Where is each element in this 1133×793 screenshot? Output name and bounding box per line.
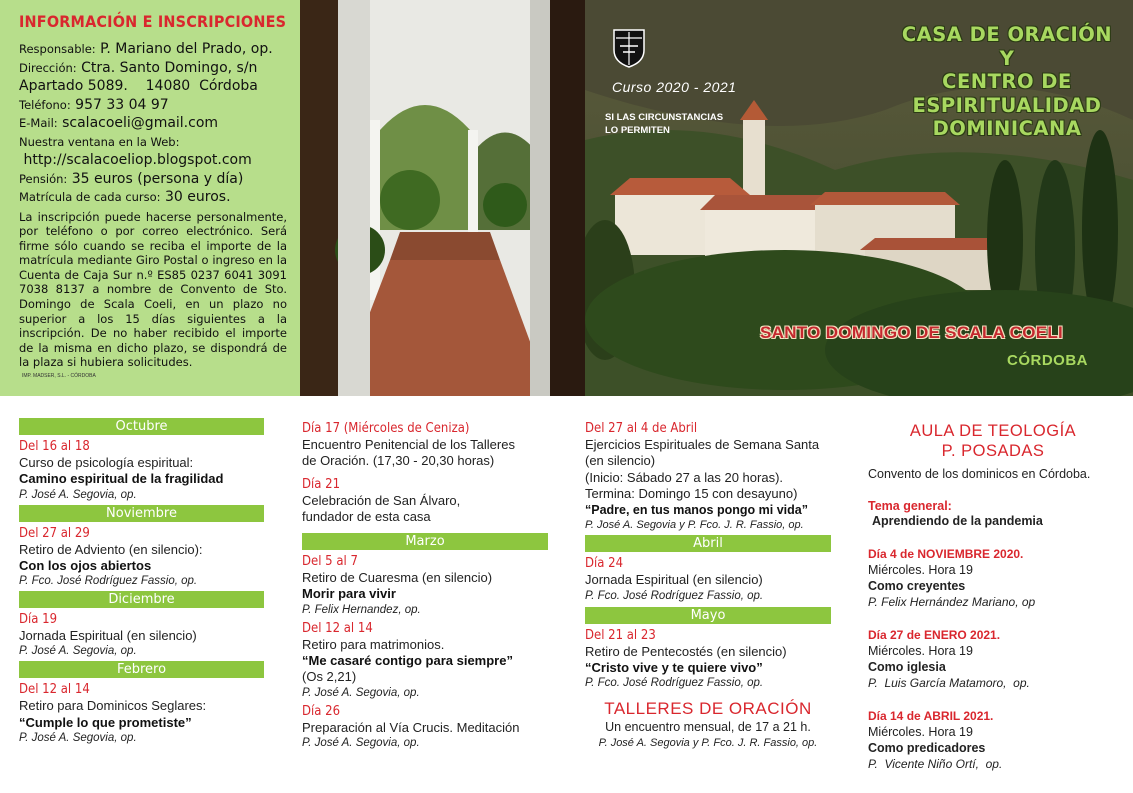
event-date: Día 19	[19, 612, 58, 628]
column-4	[868, 421, 1118, 772]
event-desc: Retiro de Pentecostés (en silencio)	[585, 643, 787, 659]
event-ref: (Os 2,21)	[302, 669, 357, 685]
session-date: Día 27 de ENERO 2021.	[868, 628, 1001, 642]
curso-label: Curso 2020 - 2021	[612, 79, 737, 95]
event-date: Día 17 (Miércoles de Ceniza)	[302, 421, 470, 436]
cloister-photo	[300, 0, 585, 396]
event-date: Del 16 al 18	[19, 439, 90, 454]
session-by: P. Felix Hernández Mariano, op	[868, 595, 1036, 609]
event-date: Del 27 al 29	[19, 525, 90, 541]
cover-title: CASA DE ORACIÓN Y CENTRO DE ESPIRITUALIDAD DOMINICANA	[901, 23, 1113, 140]
event-title: Camino espiritual de la fragilidad	[19, 471, 224, 487]
place-name: SANTO DOMINGO DE SCALA COELI	[760, 323, 1064, 342]
event-date: Del 27 al 4 de Abril	[585, 421, 698, 436]
event-title: Con los ojos abiertos	[19, 557, 152, 573]
session-time: Miércoles. Hora 19	[868, 563, 973, 577]
event-date: Del 5 al 7	[302, 554, 358, 570]
column-3	[585, 421, 831, 751]
event-desc: Retiro de Cuaresma (en silencio)	[302, 570, 493, 586]
column-1	[19, 418, 264, 745]
event-date: Día 21	[302, 476, 341, 492]
event-desc: de Oración. (17,30 - 20,30 horas)	[302, 453, 495, 469]
event-by: P. José A. Segovia y P. Fco. J. R. Fassio, op.	[585, 519, 804, 532]
event-date: Día 26	[302, 703, 341, 719]
circunstancias-note: SI LAS CIRCUNSTANCIAS LO PERMITEN	[605, 112, 724, 136]
event-date: Del 21 al 23	[585, 627, 656, 643]
month-bar-febrero: Febrero	[19, 661, 264, 678]
event-by: P. José A. Segovia, op.	[19, 488, 137, 501]
column-2	[302, 421, 548, 750]
email-line: E-Mail: scalacoeli@gmail.com	[19, 115, 219, 131]
convento-line: Convento de los dominicos en Córdoba.	[868, 467, 1091, 481]
session-date: Día 4 de NOVIEMBRE 2020.	[868, 547, 1024, 561]
pension-line: Pensión: 35 euros (persona y día)	[19, 170, 244, 187]
event-desc: Termina: Domingo 15 con desayuno)	[585, 485, 798, 501]
event-by: P. Fco. José Rodríguez Fassio, op.	[585, 589, 764, 602]
event-desc: Retiro para matrimonios.	[302, 636, 445, 652]
direccion-line: Dirección: Ctra. Santo Domingo, s/n	[19, 59, 258, 76]
matricula-line: Matrícula de cada curso: 30 euros.	[19, 189, 231, 205]
event-desc: Preparación al Vía Crucis. Meditación	[302, 719, 520, 735]
event-title: “Padre, en tus manos pongo mi vida”	[585, 503, 808, 518]
tema-value: Aprendiendo de la pandemia	[872, 514, 1043, 528]
info-panel	[0, 0, 300, 396]
event-desc: (Inicio: Sábado 27 a las 20 horas).	[585, 469, 784, 485]
event-desc: Encuentro Penitencial de los Talleres	[302, 437, 515, 452]
responsable-line: Responsable: P. Mariano del Prado, op.	[19, 41, 273, 57]
session-title: Como predicadores	[868, 741, 986, 755]
imprint: IMP. MADSER, S.L. - CÓRDOBA	[22, 373, 96, 379]
session-by: P. Vicente Niño Ortí, op.	[868, 757, 1003, 771]
month-bar-abril: Abril	[585, 535, 831, 552]
event-title: Morir para vivir	[302, 586, 396, 602]
event-desc: Celebración de San Álvaro,	[302, 492, 461, 508]
event-by: P. José A. Segovia, op.	[302, 686, 420, 699]
event-by: P. José A. Segovia, op.	[19, 645, 137, 658]
event-date: Del 12 al 14	[19, 682, 90, 698]
event-title: “Me casaré contigo para siempre”	[302, 653, 513, 669]
session-title: Como iglesia	[868, 660, 946, 674]
event-date: Del 12 al 14	[302, 620, 373, 636]
event-date: Día 24	[585, 556, 624, 572]
event-by: P. Felix Hernandez, op.	[302, 603, 421, 616]
apartado-line: Apartado 5089. 14080 Córdoba	[19, 78, 258, 94]
talleres-by: P. José A. Segovia y P. Fco. J. R. Fassio, op.	[598, 737, 818, 750]
event-by: P. José A. Segovia, op.	[19, 732, 137, 745]
tema-label: Tema general:	[868, 499, 952, 513]
event-desc: Retiro para Dominicos Seglares:	[19, 698, 207, 714]
event-title: “Cristo vive y te quiere vivo”	[585, 660, 763, 676]
month-bar-marzo: Marzo	[302, 533, 548, 550]
event-by: P. Fco. José Rodríguez Fassio, op.	[19, 575, 198, 588]
session-date: Día 14 de ABRIL 2021.	[868, 709, 994, 723]
session-by: P. Luis García Matamoro, op.	[868, 676, 1030, 690]
event-desc: Jornada Espiritual (en silencio)	[585, 572, 763, 588]
telefono-line: Teléfono: 957 33 04 97	[19, 96, 169, 113]
month-bar-octubre: Octubre	[19, 418, 264, 435]
event-title: “Cumple lo que prometiste”	[19, 714, 192, 730]
inscription-paragraph: La inscripción puede hacerse personalmente, por teléfono o por correo electrónico. Será firme sólo cuando se reciba el importe de la matrícula mediante Giro Postal o ingreso en la Cuenta de Caja Sur n.º ES85 0237 6041 3091 7038 8137 a nombre de Convento de Sto. Domingo de Scala Coeli, en un plazo no superior a los 15 días siguientes a la inscripción. De no haber recibido el importe de la misma en dicho plazo, se dispondrá de la plaza si hubiera solicitudes.	[19, 209, 287, 370]
month-bar-mayo: Mayo	[585, 607, 831, 624]
event-desc: (en silencio)	[585, 453, 656, 469]
web-label: Nuestra ventana en la Web:	[19, 134, 180, 149]
talleres-desc: Un encuentro mensual, de 17 a 21 h.	[605, 720, 811, 735]
month-bar-diciembre: Diciembre	[19, 591, 264, 608]
event-desc: Curso de psicología espiritual:	[19, 455, 194, 470]
event-by: P. José A. Segovia, op.	[302, 736, 420, 749]
web-link[interactable]: http://scalacoeliop.blogspot.com	[23, 152, 252, 168]
event-desc: fundador de esta casa	[302, 508, 431, 524]
month-bar-noviembre: Noviembre	[19, 505, 264, 522]
dominican-shield-icon	[612, 28, 646, 68]
info-title: INFORMACIÓN E INSCRIPCIONES	[19, 12, 287, 31]
city-name: CÓRDOBA	[1007, 352, 1088, 369]
event-desc: Retiro de Adviento (en silencio):	[19, 541, 203, 557]
talleres-heading: TALLERES DE ORACIÓN	[604, 699, 812, 719]
aula-heading: AULA DE TEOLOGÍA P. POSADAS	[909, 422, 1077, 460]
event-by: P. Fco. José Rodríguez Fassio, op.	[585, 677, 764, 690]
event-desc: Jornada Espiritual (en silencio)	[19, 628, 197, 644]
session-time: Miércoles. Hora 19	[868, 725, 973, 739]
session-time: Miércoles. Hora 19	[868, 644, 973, 658]
session-title: Como creyentes	[868, 579, 966, 593]
event-desc: Ejercicios Espirituales de Semana Santa	[585, 437, 820, 452]
